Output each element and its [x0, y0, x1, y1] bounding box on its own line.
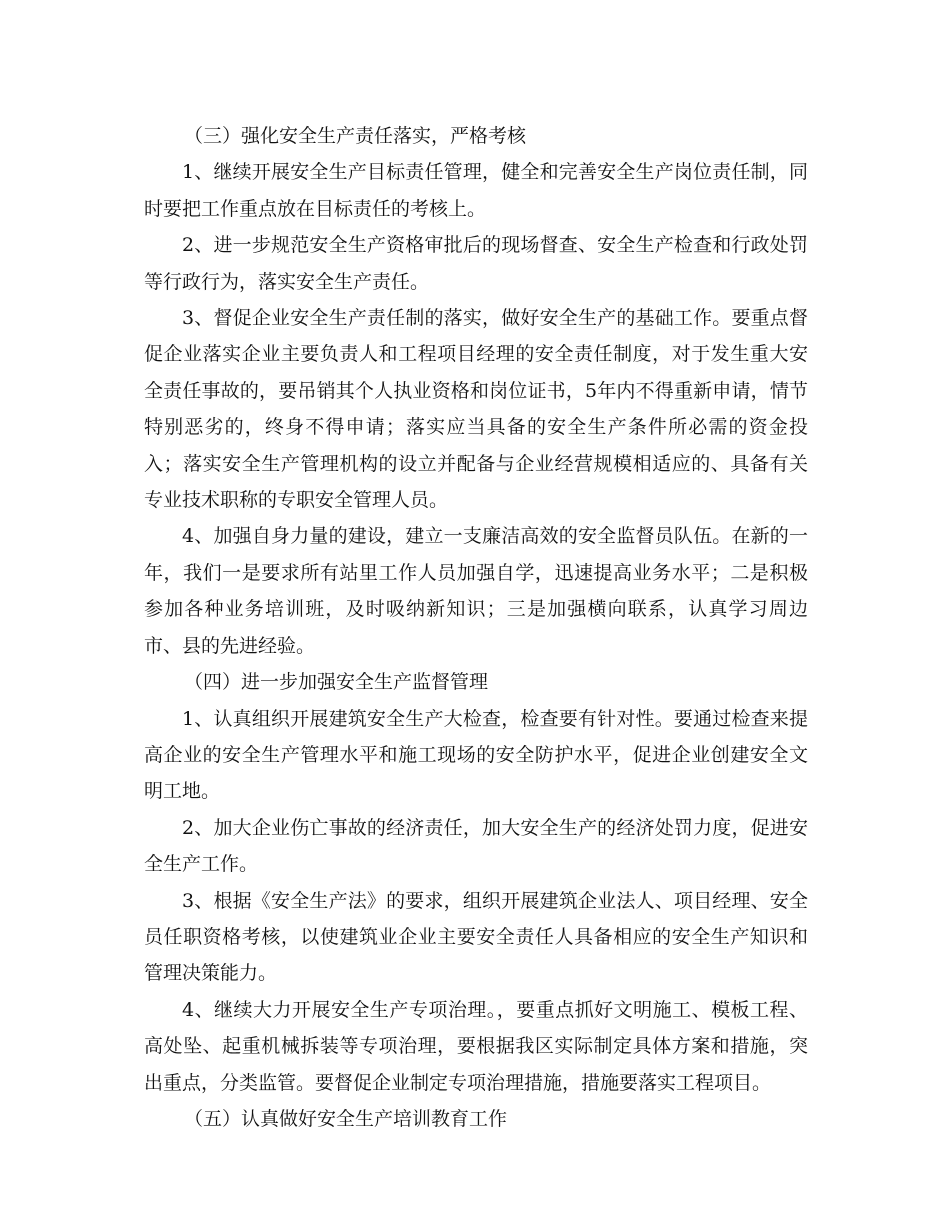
paragraph-4-1: 1、认真组织开展建筑安全生产大检查，检查要有针对性。要通过检查来提高企业的安全生产管理水平和施工现场的安全防护水平，促进企业创建安全文明工地。 [144, 707, 808, 803]
paragraph-3-2: 2、进一步规范安全生产资格审批后的现场督查、安全生产检查和行政处罚等行政行为，落实安全生产责任。 [144, 234, 808, 293]
paragraph-3-4: 4、加强自身力量的建设，建立一支廉洁高效的安全监督员队伍。在新的一年，我们一是要求所有站里工作人员加强自学，迅速提高业务水平；二是积极参加各种业务培训班，及时吸纳新知识；三是加强横向联系，认真学习周边市、县的先进经验。 [144, 525, 808, 657]
document-body [144, 118, 808, 1137]
section-heading-4: （四）进一步加强安全生产监督管理 [184, 671, 489, 694]
section-heading-3: （三）强化安全生产责任落实，严格考核 [184, 125, 527, 147]
paragraph-4-3: 3、根据《安全生产法》的要求，组织开展建筑企业法人、项目经理、安全员任职资格考核，以使建筑业企业主要安全责任人具备相应的安全生产知识和管理决策能力。 [144, 889, 808, 985]
paragraph-3-3: 3、督促企业安全生产责任制的落实，做好安全生产的基础工作。要重点督促企业落实企业主要负责人和工程项目经理的安全责任制度，对于发生重大安全责任事故的，要吊销其个人执业资格和岗位证书，5年内不得重新申请，情节特别恶劣的，终身不得申请；落实应当具备的安全生产条件所必需的资金投入；落实安全生产管理机构的设立并配备与企业经营规模相适应的、具备有关专业技术职称的专职安全管理人员。 [144, 307, 808, 512]
section-heading-5: （五）认真做好安全生产培训教育工作 [184, 1107, 508, 1130]
paragraph-4-4: 4、继续大力开展安全生产专项治理。，要重点抓好文明施工、模板工程、高处坠、起重机械拆装等专项治理，要根据我区实际制定具体方案和措施，突出重点，分类监管。要督促企业制定专项治理措施，措施要落实工程项目。 [144, 998, 808, 1094]
paragraph-4-2: 2、加大企业伤亡事故的经济责任，加大安全生产的经济处罚力度，促进安全生产工作。 [144, 816, 808, 876]
paragraph-3-1: 1、继续开展安全生产目标责任管理，健全和完善安全生产岗位责任制，同时要把工作重点放在目标责任的考核上。 [144, 161, 808, 220]
